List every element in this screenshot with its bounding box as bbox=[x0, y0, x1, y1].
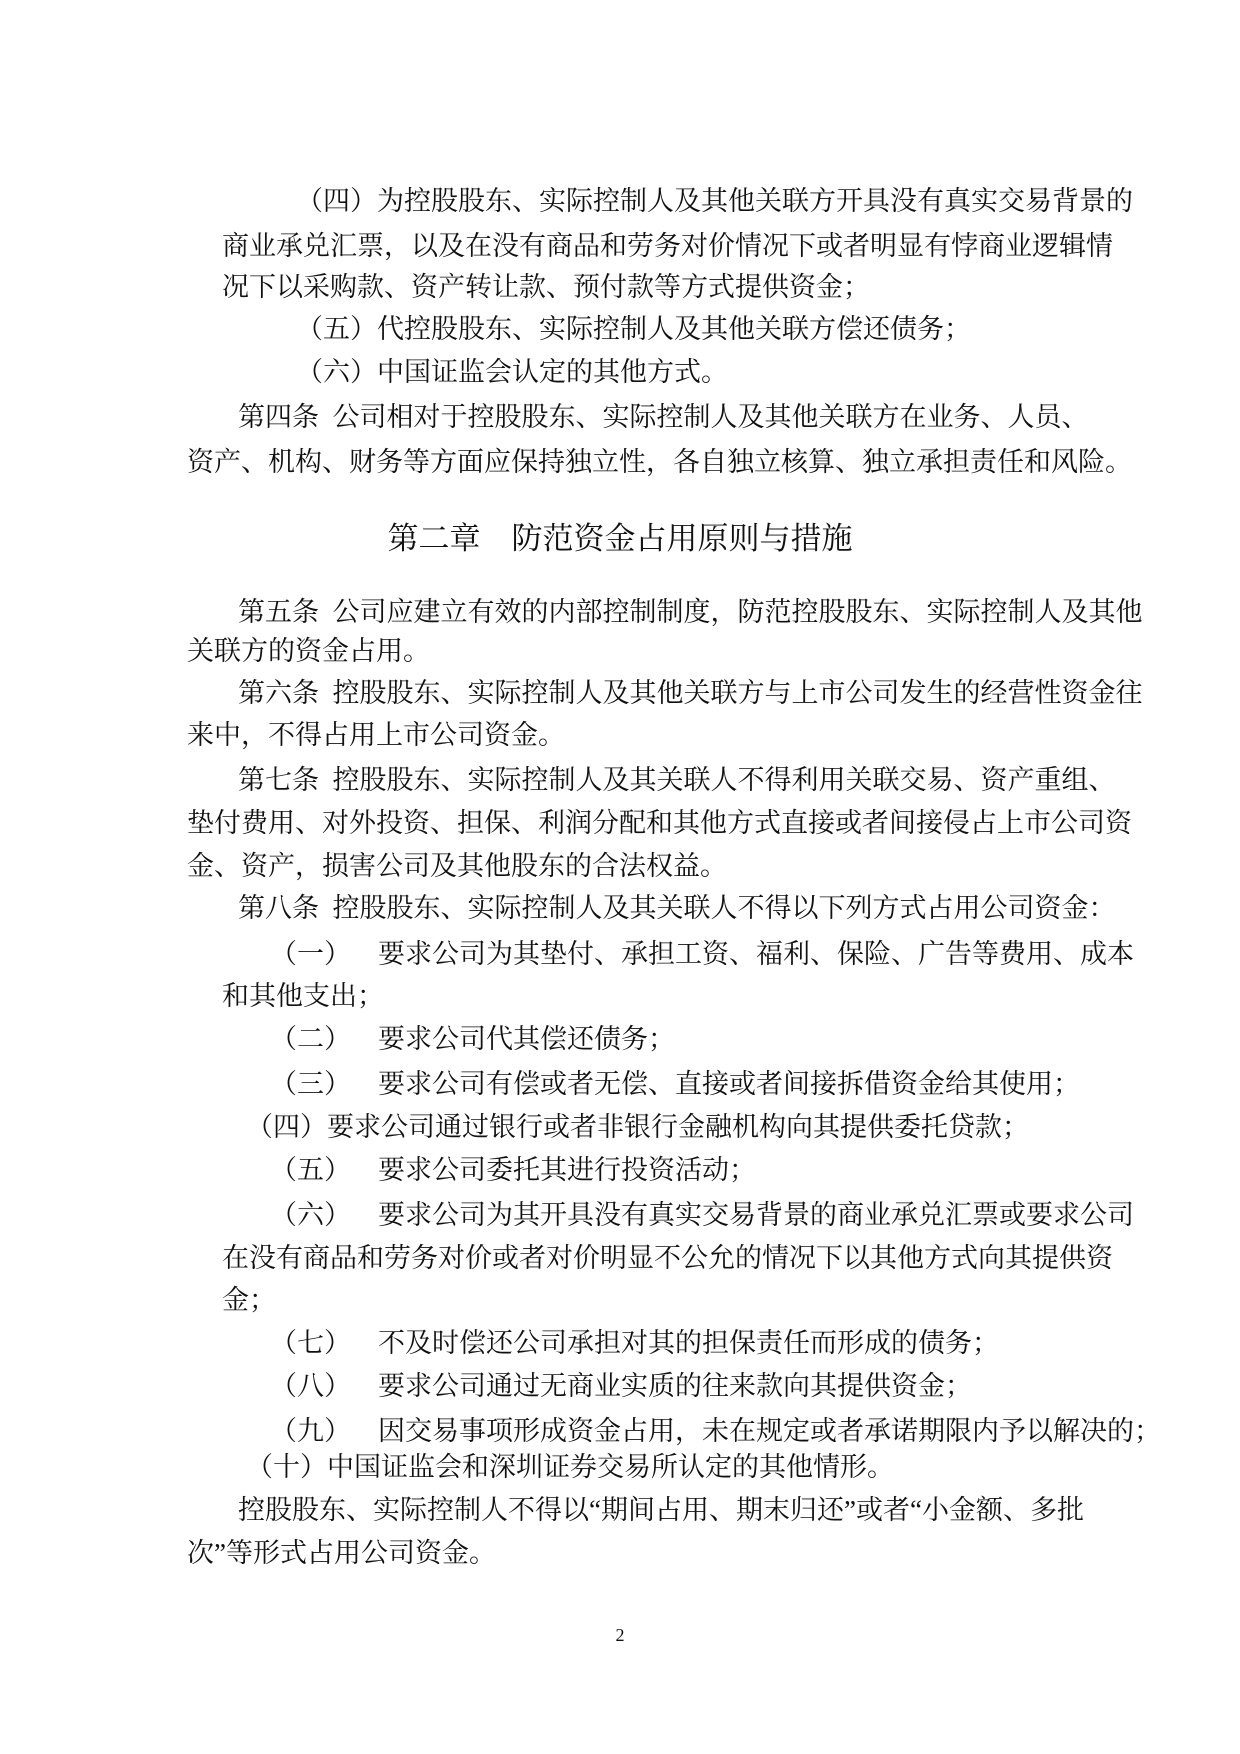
paragraph-line: （九） 因交易事项形成资金占用，未在规定或者承诺期限内予以解决的； bbox=[270, 1416, 1161, 1446]
paragraph-line: 第四条 公司相对于控股股东、实际控制人及其他关联方在业务、人员、 bbox=[238, 402, 1089, 432]
paragraph-line: 在没有商品和劳务对价或者对价明显不公允的情况下以其他方式向其提供资 bbox=[222, 1243, 1113, 1273]
paragraph-line: （十）中国证监会和深圳证券交易所认定的其他情形。 bbox=[246, 1452, 894, 1482]
paragraph-line: 第七条 控股股东、实际控制人及其关联人不得利用关联交易、资产重组、 bbox=[238, 765, 1116, 795]
paragraph-line: （四）为控股股东、实际控制人及其他关联方开具没有真实交易背景的 bbox=[296, 186, 1133, 216]
paragraph-line: 来中，不得占用上市公司资金。 bbox=[187, 720, 565, 750]
paragraph-line: 垫付费用、对外投资、担保、利润分配和其他方式直接或者间接侵占上市公司资 bbox=[187, 808, 1132, 838]
paragraph-line: （六）中国证监会认定的其他方式。 bbox=[296, 357, 728, 387]
paragraph-line: 金； bbox=[222, 1285, 276, 1315]
paragraph-line: （八） 要求公司通过无商业实质的往来款向其提供资金； bbox=[270, 1371, 972, 1401]
paragraph-line: （五） 要求公司委托其进行投资活动； bbox=[270, 1155, 756, 1185]
paragraph-line: 况下以采购款、资产转让款、预付款等方式提供资金； bbox=[222, 272, 870, 302]
paragraph-line: 第六条 控股股东、实际控制人及其他关联方与上市公司发生的经营性资金往 bbox=[238, 678, 1143, 708]
paragraph-line: （一） 要求公司为其垫付、承担工资、福利、保险、广告等费用、成本 bbox=[270, 939, 1134, 969]
paragraph-line: 资产、机构、财务等方面应保持独立性，各自独立核算、独立承担责任和风险。 bbox=[187, 447, 1132, 477]
paragraph-line: 商业承兑汇票，以及在没有商品和劳务对价情况下或者明显有悖商业逻辑情 bbox=[222, 231, 1113, 261]
paragraph-line: 控股股东、实际控制人不得以“期间占用、期末归还”或者“小金额、多批 bbox=[238, 1495, 1084, 1525]
paragraph-line: （五）代控股股东、实际控制人及其他关联方偿还债务； bbox=[296, 314, 971, 344]
page-number: 2 bbox=[615, 1625, 625, 1645]
paragraph-line: （六） 要求公司为其开具没有真实交易背景的商业承兑汇票或要求公司 bbox=[270, 1200, 1134, 1230]
paragraph-line: 第八条 控股股东、实际控制人及其关联人不得以下列方式占用公司资金： bbox=[238, 893, 1116, 923]
chapter-title: 第二章 防范资金占用原则与措施 bbox=[387, 521, 853, 556]
paragraph-line: 次”等形式占用公司资金。 bbox=[187, 1538, 496, 1568]
paragraph-line: （四）要求公司通过银行或者非银行金融机构向其提供委托贷款； bbox=[246, 1112, 1029, 1142]
paragraph-line: （七） 不及时偿还公司承担对其的担保责任而形成的债务； bbox=[270, 1328, 999, 1358]
paragraph-line: 金、资产，损害公司及其他股东的合法权益。 bbox=[187, 851, 727, 881]
paragraph-line: 和其他支出； bbox=[222, 981, 384, 1011]
paragraph-line: 第五条 公司应建立有效的内部控制制度，防范控股股东、实际控制人及其他 bbox=[238, 597, 1143, 627]
paragraph-line: 关联方的资金占用。 bbox=[187, 636, 430, 666]
paragraph-line: （二） 要求公司代其偿还债务； bbox=[270, 1024, 675, 1054]
paragraph-line: （三） 要求公司有偿或者无偿、直接或者间接拆借资金给其使用； bbox=[270, 1069, 1080, 1099]
